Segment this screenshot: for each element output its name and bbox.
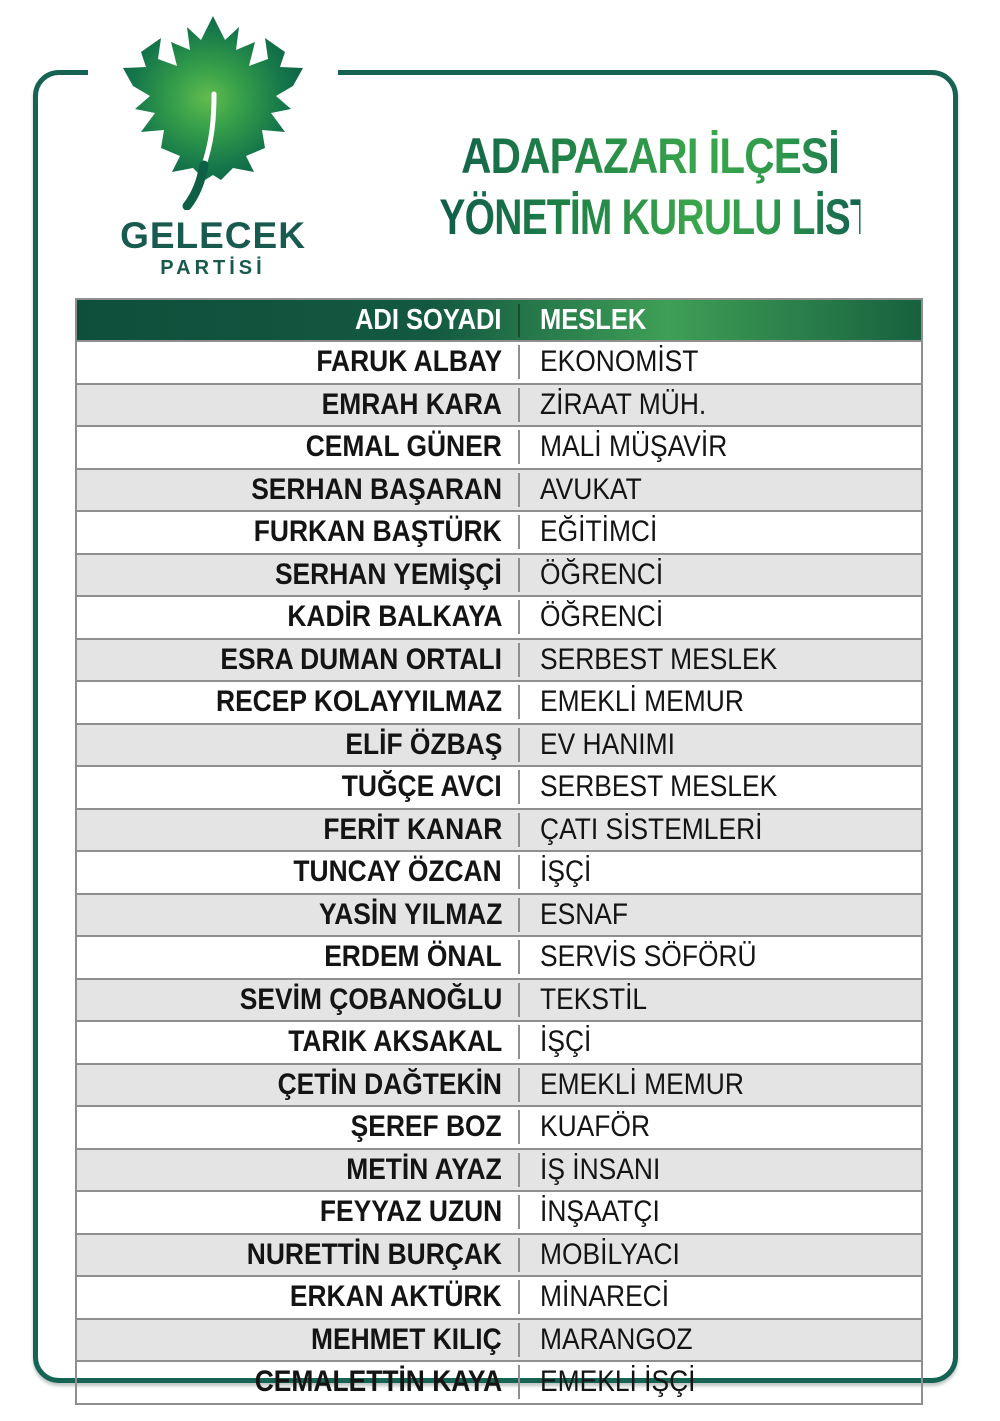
member-name: RECEP KOLAYYILMAZ: [77, 685, 520, 719]
member-name: ÇETİN DAĞTEKİN: [77, 1068, 520, 1102]
title-line2: YÖNETİM KURULU LİSTESİ: [439, 187, 860, 248]
table-row: [77, 1105, 921, 1148]
member-name: FEYYAZ UZUN: [77, 1195, 520, 1229]
page-title: [380, 126, 934, 248]
table-row: [77, 1360, 921, 1403]
table-row: [77, 893, 921, 936]
member-name: SERHAN YEMİŞÇİ: [77, 558, 520, 592]
member-profession: TEKSTİL: [540, 982, 648, 1016]
member-name: MEHMET KILIÇ: [77, 1323, 520, 1357]
table-row: [77, 1275, 921, 1318]
member-profession: SERVİS SÖFÖRÜ: [540, 940, 757, 974]
member-profession: ESNAF: [540, 897, 629, 931]
member-name: SERHAN BAŞARAN: [77, 473, 520, 507]
member-name: CEMAL GÜNER: [77, 430, 520, 464]
member-name: ESRA DUMAN ORTALI: [77, 643, 520, 677]
table-row: [77, 553, 921, 596]
table-row: [77, 425, 921, 468]
member-name: FURKAN BAŞTÜRK: [77, 515, 520, 549]
table-row: [77, 1063, 921, 1106]
member-profession: ÖĞRENCİ: [540, 600, 664, 634]
member-profession: EMEKLİ MEMUR: [540, 685, 744, 719]
table-row: [77, 340, 921, 383]
board-members-table: [75, 298, 923, 1405]
member-name: SEVİM ÇOBANOĞLU: [77, 983, 520, 1017]
table-row: [77, 723, 921, 766]
table-row: [77, 1233, 921, 1276]
member-name: ERKAN AKTÜRK: [77, 1280, 520, 1314]
chinar-leaf-icon: [106, 10, 320, 210]
party-subtitle: PARTİSİ: [160, 257, 266, 279]
table-row: [77, 510, 921, 553]
table-row: [77, 808, 921, 851]
member-name: EMRAH KARA: [77, 388, 520, 422]
member-name: FERİT KANAR: [77, 813, 520, 847]
table-header-row: [77, 300, 921, 340]
member-profession: KUAFÖR: [540, 1110, 651, 1144]
table-row: [77, 383, 921, 426]
member-profession: İŞÇİ: [540, 855, 592, 889]
member-name: FARUK ALBAY: [77, 345, 520, 379]
table-row: [77, 595, 921, 638]
table-row: [77, 1190, 921, 1233]
member-profession: EMEKLİ MEMUR: [540, 1067, 744, 1101]
member-profession: MARANGOZ: [540, 1322, 693, 1356]
column-header-name: ADI SOYADI: [77, 304, 520, 337]
table-row: [77, 1148, 921, 1191]
member-name: TUĞÇE AVCI: [77, 770, 520, 804]
column-header-profession: MESLEK: [540, 303, 647, 336]
member-name: CEMALETTİN KAYA: [77, 1365, 520, 1399]
member-name: YASİN YILMAZ: [77, 898, 520, 932]
member-profession: EĞİTİMCİ: [540, 515, 658, 549]
member-name: ELİF ÖZBAŞ: [77, 728, 520, 762]
member-name: NURETTİN BURÇAK: [77, 1238, 520, 1272]
party-name: GELECEK: [120, 215, 306, 256]
title-line1: ADAPAZARI İLÇESİ: [423, 126, 877, 187]
member-name: ERDEM ÖNAL: [77, 940, 520, 974]
member-name: TUNCAY ÖZCAN: [77, 855, 520, 889]
member-name: TARIK AKSAKAL: [77, 1025, 520, 1059]
member-profession: EKONOMİST: [540, 345, 699, 379]
member-profession: ZİRAAT MÜH.: [540, 387, 707, 421]
member-profession: ÖĞRENCİ: [540, 557, 664, 591]
member-profession: İNŞAATÇI: [540, 1195, 660, 1229]
member-name: METİN AYAZ: [77, 1153, 520, 1187]
member-profession: İŞ İNSANI: [540, 1152, 661, 1186]
member-profession: MOBİLYACI: [540, 1237, 680, 1271]
member-name: KADİR BALKAYA: [77, 600, 520, 634]
table-row: [77, 978, 921, 1021]
member-profession: SERBEST MESLEK: [540, 770, 778, 804]
member-profession: AVUKAT: [540, 472, 642, 506]
table-row: [77, 765, 921, 808]
member-profession: EV HANIMI: [540, 727, 675, 761]
table-row: [77, 638, 921, 681]
member-profession: SERBEST MESLEK: [540, 642, 778, 676]
table-row: [77, 1318, 921, 1361]
table-row: [77, 468, 921, 511]
member-profession: EMEKLİ İŞÇİ: [540, 1365, 696, 1399]
table-row: [77, 850, 921, 893]
table-row: [77, 1020, 921, 1063]
member-name: ŞEREF BOZ: [77, 1110, 520, 1144]
member-profession: ÇATI SİSTEMLERİ: [540, 812, 763, 846]
table-row: [77, 935, 921, 978]
member-profession: MİNARECİ: [540, 1280, 670, 1314]
table-row: [77, 680, 921, 723]
member-profession: MALİ MÜŞAVİR: [540, 430, 728, 464]
member-profession: İŞÇİ: [540, 1025, 592, 1059]
